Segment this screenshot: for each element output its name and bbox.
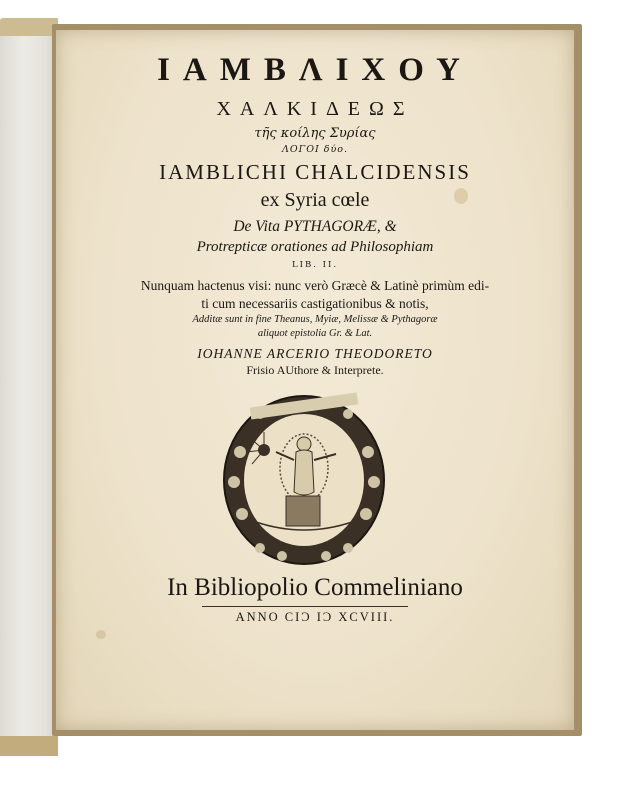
latin-title: IAMBLICHI CHALCIDENSIS	[159, 160, 471, 184]
greek-title: ΙΑΜΒΛΙΧΟΥ	[157, 52, 473, 88]
spine-head	[0, 18, 58, 36]
addenda-line-one: Additæ sunt in fine Theanus, Myiæ, Melissæ & Pythagoræ	[192, 314, 438, 325]
publication-year: ANNO CIƆ IƆ XCVIII.	[235, 610, 395, 624]
note-line-two: ti cum necessariis castigationibus & notis,	[201, 296, 429, 311]
work-two: Protrepticæ orationes ad Philosophiam	[196, 239, 434, 255]
greek-logoi: ΛΟΓΟΙ δύο.	[281, 144, 349, 155]
publisher-imprint: In Bibliopolio Commeliniano	[167, 574, 463, 601]
book-spine	[0, 18, 58, 756]
work-one: De Vita PYTHAGORÆ, &	[233, 218, 397, 235]
spine-tail	[0, 736, 58, 756]
printer-device-icon	[220, 392, 388, 568]
books-count: LIB. II.	[291, 260, 339, 270]
imprint-rule	[202, 606, 408, 607]
foxing-stain	[96, 630, 106, 639]
latin-origin: ex Syria cœle	[260, 189, 370, 211]
addenda-line-two: aliquot epistolia Gr. & Lat.	[257, 328, 373, 339]
greek-region: τῆς κοίλης Συρίας	[254, 126, 376, 141]
note-line-one: Nunquam hactenus visi: nunc verò Græcè & Latinè primùm edi-	[140, 278, 490, 293]
greek-city: ΧΑΛΚΙΔΕΩΣ	[216, 98, 414, 120]
title-page	[56, 30, 574, 730]
editor-role: Frisio AUthore & Interprete.	[246, 363, 384, 377]
editor-name: IOHANNE ARCERIO THEODORETO	[197, 346, 433, 361]
